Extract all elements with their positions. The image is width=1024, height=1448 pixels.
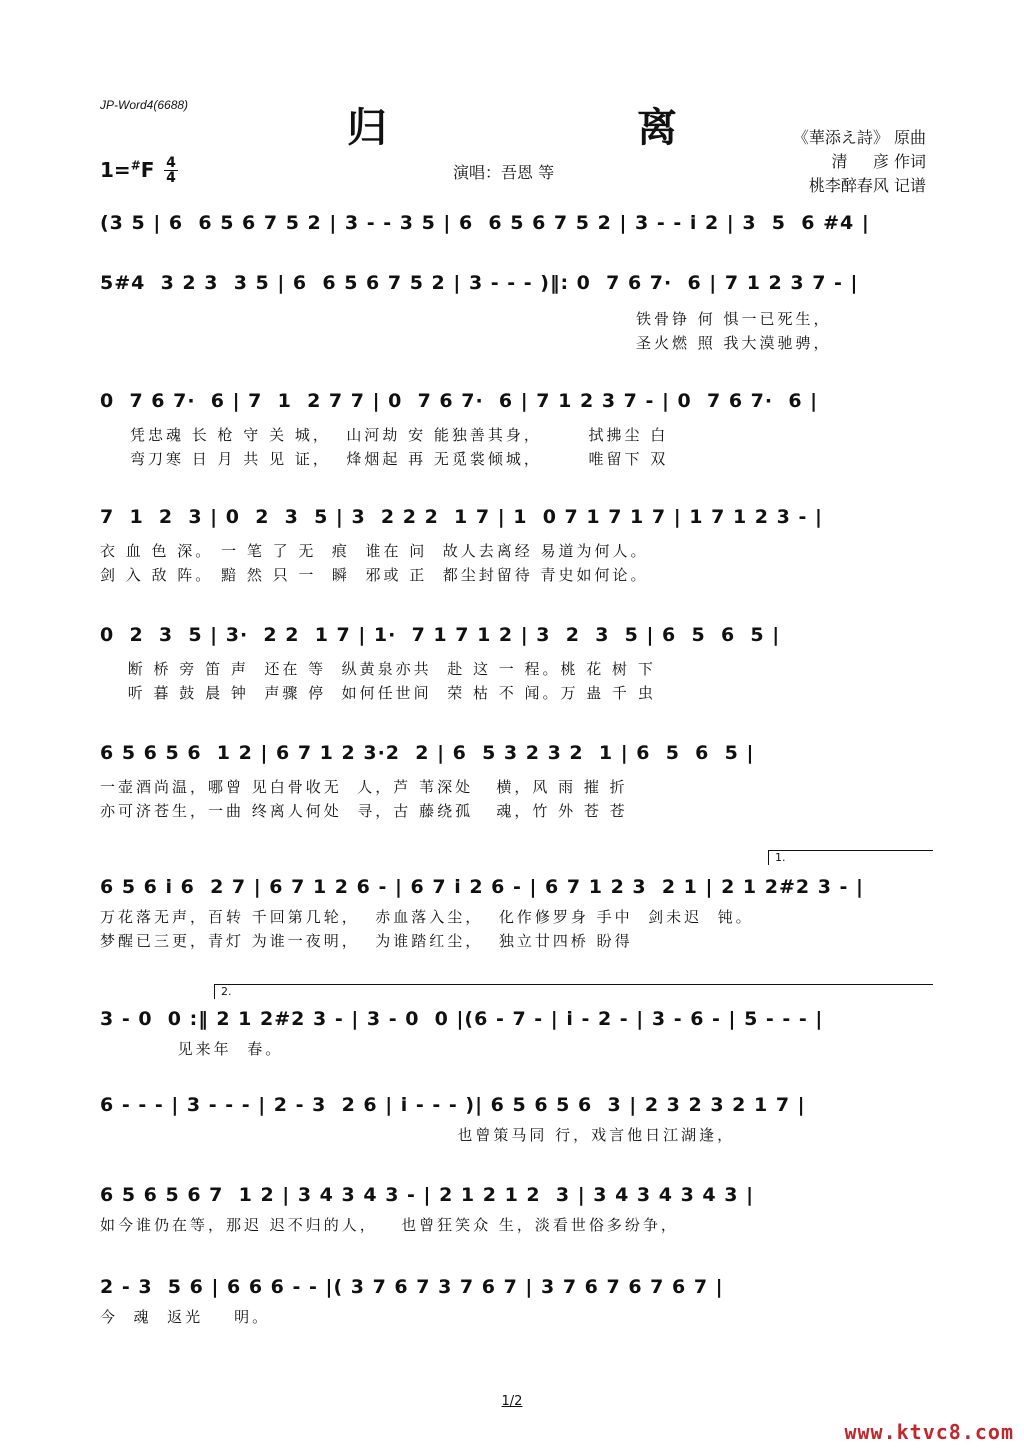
music-system-1 (96, 212, 928, 252)
music-system-6 (96, 742, 928, 820)
notes-line: 6 5 6 5 6 7 1 2 | 3 4 3 4 3 - | 2 1 2 1 2 3 | 3 4 3 4 3 4 3 | (100, 1184, 755, 1206)
music-system-9 (96, 1094, 928, 1144)
lyric-verse-2: 剑 入 敌 阵。 黯 然 只 一 瞬 邪或 正 都尘封留待 青史如何论。 (100, 566, 649, 584)
lyric-verse-2: 弯刀寒 日 月 共 见 证， 烽烟起 再 无觅裳倾城， 唯留下 双 (130, 450, 669, 468)
credits (793, 126, 926, 198)
lyric-verse-2: 亦可济苍生，一曲 终离人何处 寻，古 藤绕孤 魂，竹 外 苍 苍 (100, 802, 628, 820)
lyric-verse-1: 见来年 春。 (100, 1040, 284, 1058)
lyric-verse-1: 衣 血 色 深。 一 笔 了 无 痕 谁在 问 故人去离经 易道为何人。 (100, 542, 649, 560)
lyric-verse-2: 听 暮 鼓 晨 钟 声骤 停 如何任世间 荣 枯 不 闻。万 蛊 千 虫 (120, 684, 656, 702)
music-system-7 (96, 876, 928, 950)
music-system-10 (96, 1184, 928, 1234)
lyric-verse-1: 断 桥 旁 笛 声 还在 等 纵黄泉亦共 赴 这 一 程。桃 花 树 下 (120, 660, 656, 678)
lyric-verse-1: 今 魂 返光 明。 (100, 1308, 271, 1326)
software-label: JP-Word4(6688) (100, 98, 189, 112)
music-system-5 (96, 624, 928, 702)
lyric-verse-1: 凭忠魂 长 枪 守 关 城， 山河劫 安 能独善其身， 拭拂尘 白 (130, 426, 669, 444)
key-signature: 1=#F (100, 158, 155, 182)
time-bottom: 4 (164, 170, 178, 185)
site-watermark: www.ktvc8.com (844, 1420, 1014, 1444)
notes-line: (3 5 | 6 6 5 6 7 5 2 | 3 - - 3 5 | 6 6 5 6 7 5 2 | 3 - - i 2 | 3 5 6 #4 | (100, 212, 870, 234)
lyric-verse-1: 万花落无声，百转 千回第几轮， 赤血落入尘， 化作修罗身 手中 剑未迟 钝。 (100, 908, 754, 926)
notes-line: 6 - - - | 3 - - - | 2 - 3 2 6 | i - - - )| 6 5 6 5 6 3 | 2 3 2 3 2 1 7 | (100, 1094, 806, 1116)
notes-line: 7 1 2 3 | 0 2 3 5 | 3 2 2 2 1 7 | 1 0 7 1 7 1 7 | 1 7 1 2 3 - | (100, 506, 823, 528)
music-system-3 (96, 390, 928, 468)
lyric-verse-2: 梦醒已三更，青灯 为谁一夜明， 为谁踏红尘， 独立廿四桥 盼得 (100, 932, 633, 950)
notes-line: 5#4 3 2 3 3 5 | 6 6 5 6 7 5 2 | 3 - - - )‖: 0 7 6 7· 6 | 7 1 2 3 7 - | (100, 272, 859, 294)
lyric-verse-1: 如今谁仍在等，那迟 迟不归的人， 也曾狂笑众 生，淡看世俗多纷争， (100, 1216, 679, 1234)
volta-first-ending: 1. (768, 850, 933, 865)
music-system-11 (96, 1276, 928, 1326)
notes-line: 0 7 6 7· 6 | 7 1 2 7 7 | 0 7 6 7· 6 | 7 1 2 3 7 - | 0 7 6 7· 6 | (100, 390, 819, 412)
notes-line: 2 - 3 5 6 | 6 6 6 - - |( 3 7 6 7 3 7 6 7 | 3 7 6 7 6 7 6 7 | (100, 1276, 724, 1298)
notes-line: 3 - 0 0 :‖ 2 1 2#2 3 - | 3 - 0 0 |(6 - 7 - | i - 2 - | 3 - 6 - | 5 - - - | (100, 1008, 824, 1030)
music-system-2 (96, 272, 928, 352)
singer-label: 演唱：吾恩 等 (453, 163, 555, 182)
lyric-verse-1: 也曾策马同 行，戏言他日江湖逢， (100, 1126, 736, 1144)
notes-line: 6 5 6 i 6 2 7 | 6 7 1 2 6 - | 6 7 i 2 6 - | 6 7 1 2 3 2 1 | 2 1 2#2 3 - | (100, 876, 864, 898)
notes-line: 0 2 3 5 | 3· 2 2 1 7 | 1· 7 1 7 1 2 | 3 2 3 5 | 6 5 6 5 | (100, 624, 781, 646)
credit-lyricist: 清 彦 作词 (831, 152, 926, 171)
time-signature (164, 156, 178, 185)
volta-second-ending: 2. (214, 984, 933, 999)
music-system-8 (96, 1008, 928, 1058)
time-top: 4 (166, 155, 176, 171)
lyric-verse-1: 铁骨铮 何 惧一已死生， (636, 310, 832, 328)
notes-line: 6 5 6 5 6 1 2 | 6 7 1 2 3·2 2 | 6 5 3 2 3 2 1 | 6 5 6 5 | (100, 742, 755, 764)
page-number: 1/2 (501, 1394, 523, 1409)
song-title: 归 离 (347, 105, 795, 151)
credit-composer: 《華添え詩》 原曲 (792, 128, 926, 147)
lyric-verse-2: 圣火燃 照 我大漠驰骋， (636, 334, 832, 352)
credit-transcriber: 桃李醉春风 记谱 (808, 176, 926, 195)
music-system-4 (96, 506, 928, 584)
lyric-verse-1: 一壶酒尚温，哪曾 见白骨收无 人，芦 苇深处 横，风 雨 摧 折 (100, 778, 628, 796)
